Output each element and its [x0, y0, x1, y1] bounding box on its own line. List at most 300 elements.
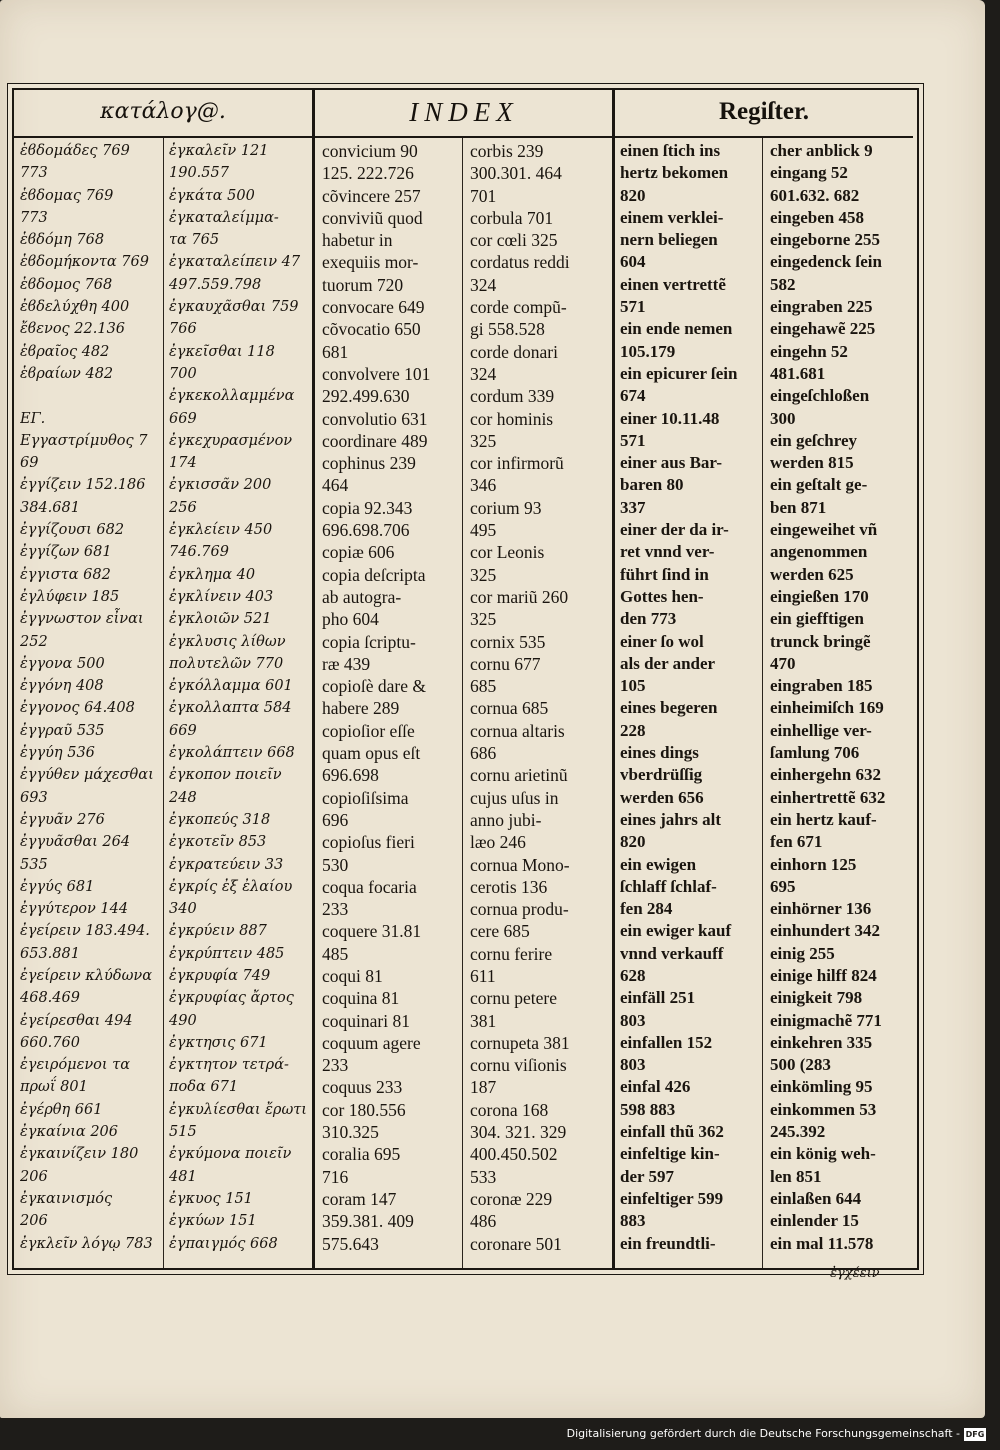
index-entry: 206	[20, 1168, 48, 1185]
greek-header: κατάλογ@.	[100, 99, 226, 124]
index-entry: 696.698.706	[322, 520, 410, 541]
index-entry: cor mariũ 260	[470, 586, 569, 607]
index-entry: gi 558.528	[470, 319, 545, 340]
index-entry: cornu viſionis	[470, 1055, 567, 1076]
index-entry: 346	[470, 475, 497, 496]
index-entry: coquina 81	[322, 988, 400, 1009]
index-entry: 325	[470, 430, 497, 451]
dfg-logo: DFG	[965, 1430, 985, 1439]
index-entry: ἐγγύτερον 144	[20, 901, 129, 918]
index-entry: ἐγκάτα 500	[169, 187, 255, 204]
index-entry: cornua 685	[470, 698, 549, 719]
index-entry: ἐγκρυφίας ἄρτος	[169, 990, 294, 1007]
index-entry: coordinare 489	[322, 430, 428, 451]
index-entry: 304. 321. 329	[470, 1122, 567, 1143]
header-rule	[14, 136, 913, 138]
index-entry: 674	[620, 386, 646, 406]
index-entry: ἐγγύς 681	[20, 878, 95, 895]
index-entry: ein geſchrey	[770, 430, 858, 450]
index-entry: ἐγκεχυρασμένον	[169, 432, 293, 449]
index-entry: ſamlung 706	[770, 743, 860, 763]
index-entry: 601.632. 682	[770, 185, 860, 205]
index-entry: einhellige ver-	[770, 720, 872, 740]
index-entry: 535	[20, 856, 48, 873]
index-entry: ab autogra-	[322, 586, 402, 607]
index-entry: ein mal 11.578	[770, 1233, 874, 1253]
latin-header: INDEX	[409, 97, 519, 127]
index-entry: conviviũ quod	[322, 207, 423, 228]
index-entry: ἑϐδομήκοντα 769	[20, 254, 149, 271]
index-entry: coronæ 229	[470, 1188, 553, 1209]
index-entry: cornu ferire	[470, 943, 553, 964]
index-entry: einhörner 136	[770, 899, 872, 919]
index-entry: cordatus reddi	[470, 252, 570, 273]
index-entry: einlender 15	[770, 1211, 859, 1231]
index-entry: τα 765	[169, 232, 220, 249]
index-entry: ein geſtalt ge-	[770, 475, 868, 495]
index-entry: ein freundtli-	[620, 1233, 716, 1253]
index-entry: copia deſcripta	[322, 564, 426, 585]
index-entry: ἔϐενος 22.136	[20, 321, 126, 338]
index-entry: ἐγκολλαπτα 584	[169, 700, 292, 717]
index-entry: einen vertrettẽ	[620, 274, 726, 294]
index-entry: 359.381. 409	[322, 1211, 414, 1232]
index-entry: 497.559.798	[169, 276, 262, 293]
index-entry: 105.179	[620, 341, 676, 361]
index-entry: copioſè dare &	[322, 676, 426, 697]
index-entry: ein giefftigen	[770, 609, 864, 629]
index-entry: fen 671	[770, 832, 823, 852]
index-entry: copiæ 606	[322, 542, 395, 563]
index-entry: cornix 535	[470, 631, 546, 652]
index-entry: 660.760	[20, 1034, 80, 1051]
index-entry: 571	[620, 430, 646, 450]
index-entry: anno jubi-	[470, 809, 542, 830]
index-entry: cornu arietinũ	[470, 765, 568, 786]
index-entry: 486	[470, 1211, 497, 1232]
index-entry: 695	[770, 876, 796, 896]
index-entry: eines begeren	[620, 698, 718, 718]
index-entry: 105	[620, 676, 646, 696]
index-entry: vnnd verkauff	[620, 943, 724, 963]
index-entry: ἐγκεῖσθαι 118	[169, 343, 275, 360]
index-entry: als der ander	[620, 653, 716, 673]
index-entry: 669	[169, 722, 197, 739]
index-entry: eingehn 52	[770, 341, 848, 361]
index-entry: ein hertz kauf-	[770, 809, 877, 829]
index-entry: einhergehn 632	[770, 765, 881, 785]
index-entry: cere 685	[470, 921, 530, 942]
index-column	[20, 140, 160, 1264]
index-entry: corbula 701	[470, 207, 554, 228]
index-entry: 686	[470, 743, 497, 764]
index-entry: ἐγκοπον ποιεῖν	[169, 767, 282, 784]
index-entry: 233	[322, 899, 349, 920]
index-entry: 300	[770, 408, 796, 428]
index-entry: eingraben 225	[770, 297, 873, 317]
index-entry: 611	[470, 965, 496, 986]
index-entry: 324	[470, 274, 497, 295]
index-column	[322, 140, 460, 1264]
index-entry: 803	[620, 1010, 646, 1030]
index-entry: ἐγκυλίεσθαι ἔρωτι	[169, 1101, 307, 1118]
index-entry: 604	[620, 252, 646, 272]
index-entry: einigkeit 798	[770, 988, 863, 1008]
index-entry: 820	[620, 832, 646, 852]
index-entry: 337	[620, 497, 646, 517]
index-entry: 803	[620, 1055, 646, 1075]
index-entry: convolutio 631	[322, 408, 428, 429]
index-entry: ἐγκισσᾶν 200	[169, 477, 272, 494]
index-entry: 628	[620, 965, 646, 985]
index-entry: ἐγγυᾶν 276	[20, 811, 105, 828]
index-entry: convicium 90	[322, 141, 418, 161]
index-entry: ἐγκτητον τετρά-	[169, 1057, 289, 1074]
index-entry: ποδα 671	[169, 1079, 239, 1096]
index-entry: ἐγκαινίζειν 180	[20, 1146, 139, 1163]
index-entry: cor infirmorũ	[470, 453, 564, 474]
index-entry: cornua altaris	[470, 720, 565, 741]
index-entry: læo 246	[470, 832, 526, 853]
index-entry: convocare 649	[322, 297, 425, 318]
index-entry: eines dings	[620, 743, 699, 763]
index-entry: 174	[169, 455, 197, 472]
index-entry: eingeweihet vñ	[770, 520, 878, 540]
index-entry: ἐγκαλεῖν 121	[169, 143, 269, 159]
index-column	[169, 140, 309, 1264]
index-entry: tuorum 720	[322, 274, 404, 295]
index-entry: ἐγκαίνια 206	[20, 1124, 119, 1141]
index-entry: 325	[470, 609, 497, 630]
index-entry: corde compũ-	[470, 297, 567, 318]
index-entry: 883	[620, 1211, 646, 1231]
index-entry: 746.769	[169, 544, 229, 561]
index-entry: cor Leonis	[470, 542, 545, 563]
index-column	[770, 140, 912, 1264]
index-entry: ἐγγνωστον εἶναι	[20, 611, 144, 628]
column-rule	[163, 138, 164, 1268]
index-entry: vberdrüſſig	[620, 765, 703, 785]
index-entry: 381	[470, 1010, 497, 1031]
index-entry: nern beliegen	[620, 230, 718, 250]
index-entry: der 597	[620, 1166, 674, 1186]
index-entry: quam opus eſt	[322, 743, 421, 764]
index-entry: ſchlaff ſchlaf-	[620, 876, 717, 896]
catchword: ἐγχέειν	[830, 1266, 880, 1281]
index-entry: ἐγκλυσις λίθων	[169, 633, 286, 650]
index-entry: eingeborne 255	[770, 230, 881, 250]
german-header: Regiſter.	[718, 98, 809, 125]
index-entry: coralia 695	[322, 1144, 401, 1165]
index-entry: ἐγλύφειν 185	[20, 588, 120, 605]
index-entry: baren 80	[620, 475, 684, 495]
index-entry: ben 871	[770, 497, 827, 517]
index-entry: copioſior eſſe	[322, 720, 415, 741]
index-entry: eingehawẽ 225	[770, 319, 876, 339]
index-entry: 485	[322, 943, 349, 964]
index-entry: einheimiſch 169	[770, 698, 884, 718]
index-entry: ΕΓ.	[20, 410, 46, 427]
index-entry: ἐϐδελύχθη 400	[20, 299, 130, 316]
index-entry: ræ 439	[322, 653, 371, 674]
index-entry: ἐγείρειν κλύδωνα	[20, 967, 153, 984]
index-entry: ἐγείρεσθαι 494	[20, 1012, 133, 1029]
index-entry: 481.681	[770, 363, 826, 383]
index-entry: ἐγγραῦ 535	[20, 722, 105, 739]
index-entry: einfallen 152	[620, 1032, 713, 1052]
index-entry: habere 289	[322, 698, 400, 719]
index-entry: werden 656	[620, 787, 704, 807]
index-entry: 206	[20, 1213, 48, 1230]
index-entry: trunck bringẽ	[770, 631, 871, 651]
index-entry: ἐγέρθη 661	[20, 1101, 103, 1118]
index-entry: einkömling 95	[770, 1077, 873, 1097]
index-entry: einem verklei-	[620, 207, 724, 227]
index-entry: ἐγκύων 151	[169, 1213, 257, 1230]
index-entry: ein könig weh-	[770, 1144, 876, 1164]
index-entry: 598 883	[620, 1099, 676, 1119]
index-entry: 252	[20, 633, 48, 650]
index-entry: 228	[620, 720, 646, 740]
index-entry: corium 93	[470, 497, 542, 518]
index-entry: ἐγκρίς ἐξ ἐλαίου	[169, 878, 293, 895]
index-entry: fen 284	[620, 899, 673, 919]
index-entry: cõvocatio 650	[322, 319, 421, 340]
index-entry: ἐγείρειν 183.494.	[20, 923, 150, 940]
index-entry: hertz bekomen	[620, 163, 729, 183]
index-entry: einig 255	[770, 943, 835, 963]
index-entry: 300.301. 464	[470, 163, 562, 184]
index-entry: 766	[169, 321, 197, 338]
index-entry: eingang 52	[770, 163, 848, 183]
column-rule	[762, 138, 763, 1268]
index-entry: copioſiſsima	[322, 787, 409, 808]
index-entry: copia 92.343	[322, 497, 413, 518]
index-entry: ret vnnd ver-	[620, 542, 715, 562]
index-column	[620, 140, 760, 1264]
index-entry: cornupeta 381	[470, 1032, 570, 1053]
index-entry: 384.681	[20, 499, 80, 516]
column-rule	[462, 138, 463, 1268]
index-entry: cornu petere	[470, 988, 557, 1009]
index-entry: ἐγγιστα 682	[20, 566, 111, 583]
index-entry: einhundert 342	[770, 921, 881, 941]
index-entry: copioſus fieri	[322, 832, 415, 853]
index-entry: convolvere 101	[322, 363, 431, 384]
index-entry: 716	[322, 1166, 349, 1187]
index-entry: ἐγκλοιῶν 521	[169, 611, 272, 628]
index-entry: 125. 222.726	[322, 163, 414, 184]
index-entry: ἐγπαιγμός 668	[169, 1235, 278, 1252]
index-entry: 490	[169, 1012, 197, 1029]
index-entry: cor 180.556	[322, 1099, 406, 1120]
index-entry: den 773	[620, 609, 677, 629]
index-entry: führt ſind in	[620, 564, 709, 584]
index-entry: ἐγκαταλείμμα-	[169, 209, 279, 226]
index-entry: einkehren 335	[770, 1032, 873, 1052]
index-entry: 69	[20, 455, 39, 472]
index-entry: ein ende nemen	[620, 319, 733, 339]
index-entry: πρωΐ 801	[20, 1079, 88, 1096]
footer-credit: Digitalisierung gefördert durch die Deutsche Forschungsgemeinschaft -	[566, 1427, 960, 1440]
index-entry: einen ſtich ins	[620, 141, 721, 160]
index-entry: ἐγκλείειν 450	[169, 522, 273, 539]
index-entry: 681	[322, 341, 349, 362]
index-entry: habetur in	[322, 230, 393, 251]
index-entry: 495	[470, 520, 497, 541]
index-column	[470, 140, 610, 1264]
index-entry: 400.450.502	[470, 1144, 558, 1165]
index-entry: 685	[470, 676, 497, 697]
index-entry: einer 10.11.48	[620, 408, 720, 428]
index-entry: cornua produ-	[470, 899, 569, 920]
index-entry: ἐγκρύπτειν 485	[169, 945, 285, 962]
index-entry: einfeltiger 599	[620, 1188, 724, 1208]
index-entry: πολυτελῶν 770	[169, 655, 284, 672]
index-entry: ein epicurer ſein	[620, 363, 738, 383]
index-entry: cornu 677	[470, 653, 541, 674]
index-entry: 515	[169, 1124, 197, 1141]
index-entry: ἐγκοτεῖν 853	[169, 834, 267, 851]
index-entry: 693	[20, 789, 48, 806]
index-entry: 773	[20, 209, 48, 226]
index-entry: ἐγγίζων 681	[20, 544, 112, 561]
index-entry: ἐγκρύειν 887	[169, 923, 267, 940]
index-entry: einfall thũ 362	[620, 1122, 724, 1142]
index-entry: Gottes hen-	[620, 586, 704, 606]
index-entry: ἐγγόνη 408	[20, 678, 104, 695]
index-entry: ἐγγύθεν μάχεσθαι	[20, 767, 154, 784]
index-entry: coqua focaria	[322, 876, 417, 897]
index-entry: ein ewigen	[620, 854, 697, 874]
index-entry: werden 625	[770, 564, 854, 584]
index-entry: ἐγγίζουσι 682	[20, 522, 125, 539]
index-entry: 701	[470, 185, 497, 206]
index-entry: 245.392	[770, 1122, 826, 1142]
index-entry: coquum agere	[322, 1032, 421, 1053]
index-entry: ἐγειρόμενοι τα	[20, 1057, 131, 1074]
index-entry: 653.881	[20, 945, 80, 962]
index-entry: coquinari 81	[322, 1010, 410, 1031]
index-entry: 310.325	[322, 1122, 379, 1143]
index-entry: ἐγκοπεύς 318	[169, 811, 271, 828]
index-entry: 533	[470, 1166, 497, 1187]
index-entry: ἑϐραῖος 482	[20, 343, 110, 360]
index-entry: eines jahrs alt	[620, 809, 722, 829]
index-entry: einkommen 53	[770, 1099, 877, 1119]
index-entry: coram 147	[322, 1188, 397, 1209]
index-entry: eingießen 170	[770, 586, 869, 606]
index-entry: 696.698	[322, 765, 379, 786]
index-entry: werden 815	[770, 453, 854, 473]
index-entry: ἐγκρατεύειν 33	[169, 856, 284, 873]
index-entry: coquus 233	[322, 1077, 403, 1098]
index-entry: ἐγκαταλείπειν 47	[169, 254, 301, 271]
index-entry: ἐγκαινισμός	[20, 1190, 113, 1207]
index-entry: cujus uſus in	[470, 787, 559, 808]
index-entry: ein ewiger kauf	[620, 921, 732, 941]
index-entry: 187	[470, 1077, 497, 1098]
index-entry: ἐγκύμονα ποιεῖν	[169, 1146, 292, 1163]
index-entry: 773	[20, 165, 48, 182]
index-entry: einlaßen 644	[770, 1188, 862, 1208]
index-entry: ἐγκλημα 40	[169, 566, 256, 583]
index-entry: ἑϐδομος 768	[20, 276, 113, 293]
index-entry: einfäll 251	[620, 988, 696, 1008]
index-entry: corona 168	[470, 1099, 549, 1120]
index-entry: 571	[620, 297, 646, 317]
index-entry: ἐγκαυχᾶσθαι 759	[169, 299, 299, 316]
index-entry: 700	[169, 365, 197, 382]
index-entry: ἑϐδομας 769	[20, 187, 114, 204]
index-entry: cher anblick 9	[770, 141, 873, 160]
index-entry: ἐγγυᾶσθαι 264	[20, 834, 131, 851]
index-entry: eingeſchloßen	[770, 386, 870, 406]
index-entry: ἐγγονα 500	[20, 655, 105, 672]
index-entry: einfal 426	[620, 1077, 691, 1097]
index-entry: 325	[470, 564, 497, 585]
index-entry: cordum 339	[470, 386, 555, 407]
index-entry	[20, 385, 160, 407]
index-entry: cophinus 239	[322, 453, 416, 474]
index-entry: ἑϐραίων 482	[20, 365, 114, 382]
column-rule	[312, 88, 315, 1268]
index-entry: ἐγγονος 64.408	[20, 700, 135, 717]
index-entry: angenommen	[770, 542, 868, 562]
index-entry: 582	[770, 274, 796, 294]
index-entry: 669	[169, 410, 197, 427]
index-entry: cor hominis	[470, 408, 554, 429]
index-entry: corbis 239	[470, 141, 544, 161]
index-entry: ἐγκλεῖν λόγῳ 783	[20, 1235, 153, 1252]
index-entry: ἑϐδόμη 768	[20, 232, 105, 249]
index-entry: 324	[470, 363, 497, 384]
index-entry: ἐγκολάπτειν 668	[169, 745, 295, 762]
index-entry: 500 (283	[770, 1055, 831, 1075]
index-entry: 340	[169, 901, 197, 918]
index-entry: ἐγκρυφία 749	[169, 967, 271, 984]
index-entry: exequiis mor-	[322, 252, 419, 273]
index-entry: einigmachẽ 771	[770, 1010, 882, 1030]
index-entry: ἐγκλίνειν 403	[169, 588, 274, 605]
index-entry: cornua Mono-	[470, 854, 570, 875]
index-entry: cor cœli 325	[470, 230, 558, 251]
index-entry: Εγγαστρίμυθος 7	[20, 432, 148, 449]
column-rule	[612, 88, 615, 1268]
index-entry: einfeltige kin-	[620, 1144, 720, 1164]
index-entry: cõvincere 257	[322, 185, 421, 206]
index-entry: 820	[620, 185, 646, 205]
index-entry: einer ſo wol	[620, 631, 704, 651]
index-entry: pho 604	[322, 609, 379, 630]
index-entry: ἐγκεκολλαμμένα	[169, 388, 295, 405]
index-entry: eingedenck ſein	[770, 252, 882, 272]
index-entry: len 851	[770, 1166, 822, 1186]
index-entry: 696	[322, 809, 349, 830]
index-entry: 248	[169, 789, 197, 806]
index-entry: 190.557	[169, 165, 229, 182]
index-entry: einhertrettẽ 632	[770, 787, 886, 807]
index-entry: 468.469	[20, 990, 80, 1007]
index-entry: einhorn 125	[770, 854, 857, 874]
index-entry: 256	[169, 499, 197, 516]
index-entry: ἐγκυος 151	[169, 1190, 253, 1207]
index-entry: 530	[322, 854, 349, 875]
index-entry: eingeben 458	[770, 207, 864, 227]
index-entry: ἐγγίζειν 152.186	[20, 477, 146, 494]
index-entry: copia ſcriptu-	[322, 631, 416, 652]
index-entry: 233	[322, 1055, 349, 1076]
